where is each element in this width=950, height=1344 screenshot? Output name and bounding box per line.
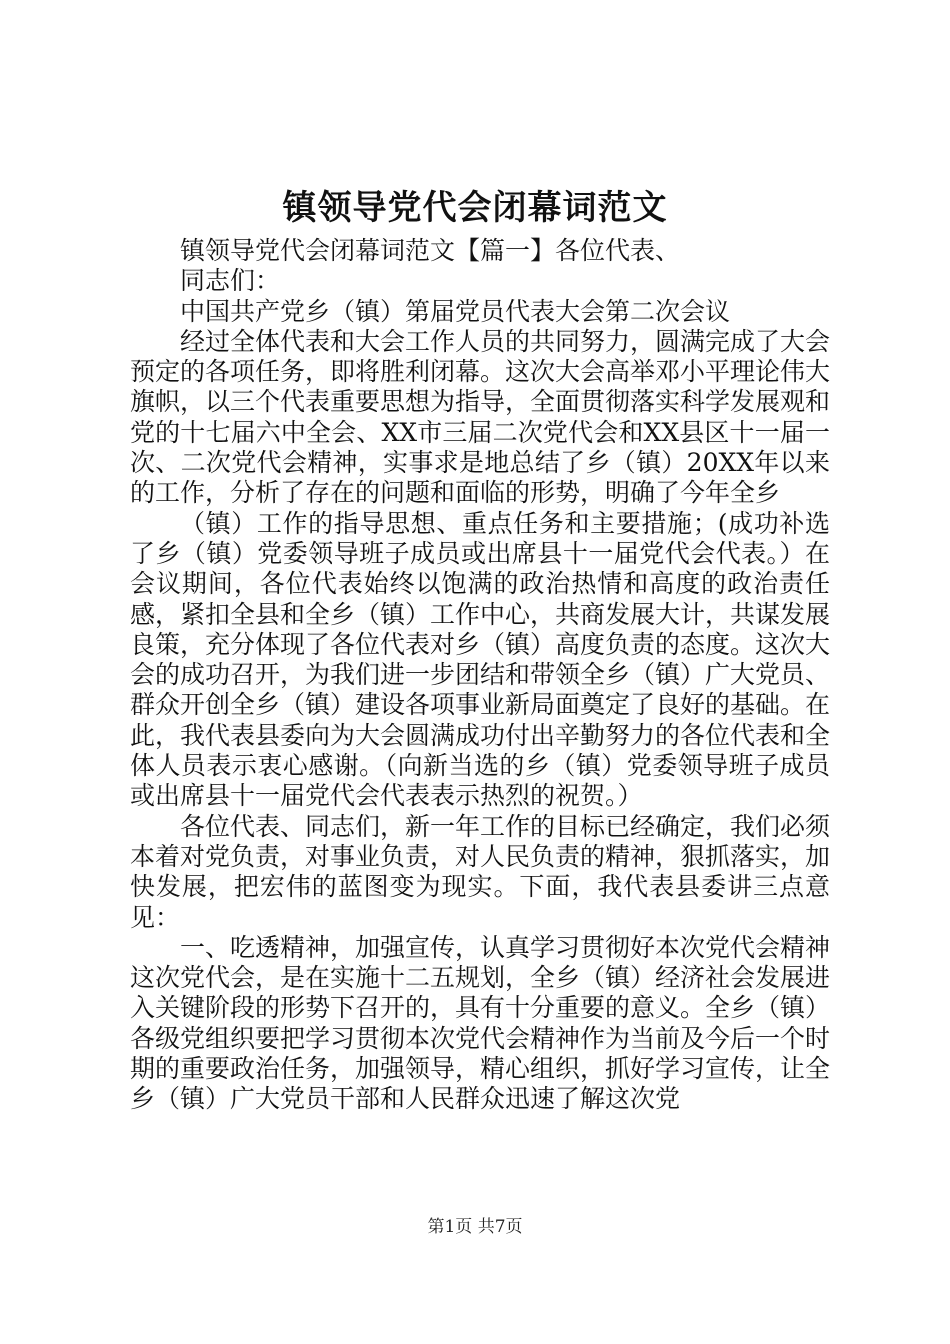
paragraph-greeting: 镇领导党代会闭幕词范文【篇一】各位代表、 (180, 236, 681, 265)
document-body (130, 236, 830, 1115)
document-title: 镇领导党代会闭幕词范文 (282, 188, 668, 228)
paragraph-goals: 各位代表、同志们，新一年工作的目标已经确定，我们必须本着对党负责，对事业负责，对人民负责的精神，狠抓落实，加快发展，把宏伟的蓝图变为现实。下面，我代表县委讲三点意见： (130, 811, 831, 932)
paragraph-summary: 经过全体代表和大会工作人员的共同努力，圆满完成了大会预定的各项任务，即将胜利闭幕。这次大会高举邓小平理论伟大旗帜，以三个代表重要思想为指导，全面贯彻落实科学发展观和党的十七届六中全会、XX市三届二次党代会和XX县区十一届一次、二次党代会精神，实事求是地总结了乡（镇）20XX年以来的工作，分析了存在的问题和面临的形势，明确了今年全乡 (130, 326, 831, 508)
paragraph-salutation: 同志们： (180, 266, 281, 296)
paragraph-point-one: 一、吃透精神，加强宣传，认真学习贯彻好本次党代会精神这次党代会，是在实施十二五规划，全乡（镇）经济社会发展进入关键阶段的形势下召开的，具有十分重要的意义。全乡（镇）各级党组织要把学习贯彻本次党代会精神作为当前及今后一个时期的重要政治任务，加强领导，精心组织，抓好学习宣传，让全乡（镇）广大党员干部和人民群众迅速了解这次党 (130, 932, 831, 1114)
paragraph-work-review: （镇）工作的指导思想、重点任务和主要措施；(成功补选了乡（镇）党委领导班子成员或出席县十一届党代会代表。）在会议期间，各位代表始终以饱满的政治热情和高度的政治责任感，紧扣全县和全乡（镇）工作中心，共商发展大计，共谋发展良策，充分体现了各位代表对乡（镇）高度负责的态度。这次大会的成功召开，为我们进一步团结和带领全乡（镇）广大党员、群众开创全乡（镇）建设各项事业新局面奠定了良好的基础。在此，我代表县委向为大会圆满成功付出辛勤努力的各位代表和全体人员表示衷心感谢。（向新当选的乡（镇）党委领导班子成员或出席县十一届党代会代表表示热烈的祝贺。） (130, 508, 831, 811)
page-number-footer: 第1页 共7页 (427, 1217, 523, 1237)
paragraph-meeting-name: 中国共产党乡（镇）第届党员代表大会第二次会议 (180, 296, 731, 326)
